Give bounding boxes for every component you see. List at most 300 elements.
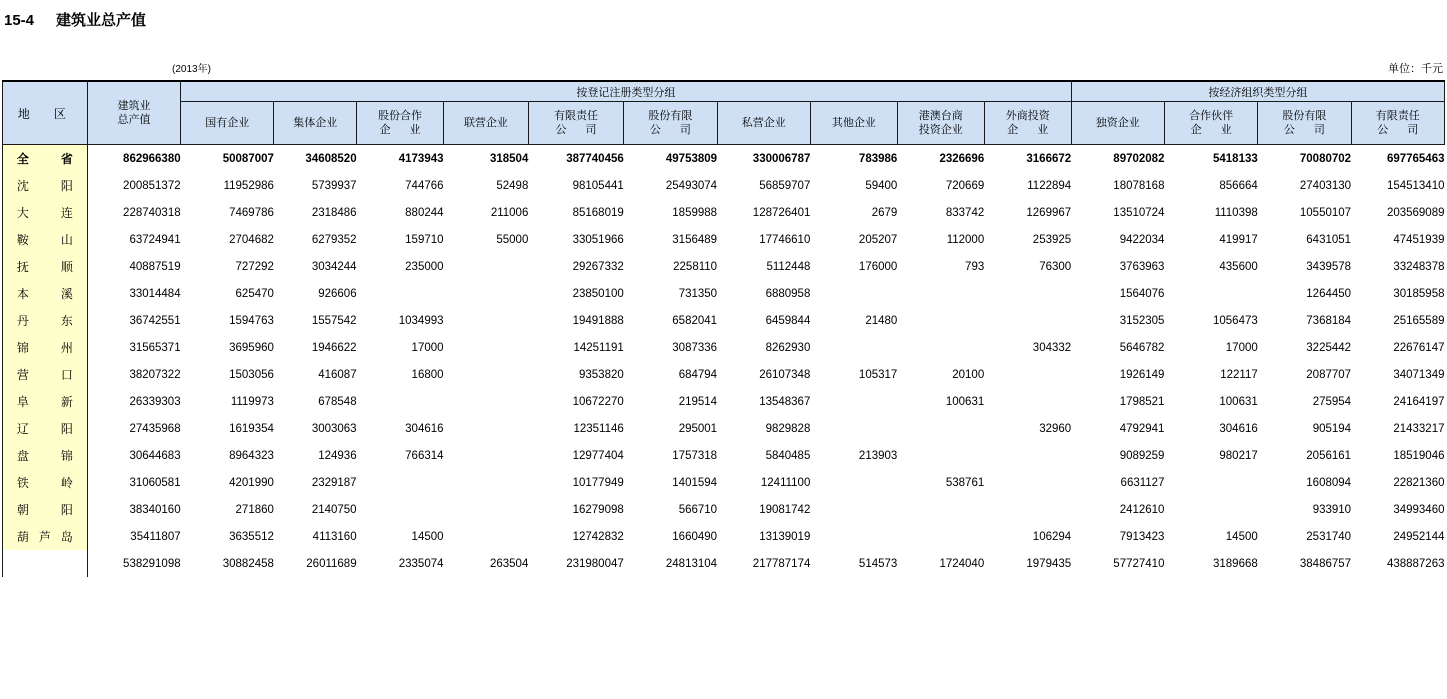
table-cell: 2326696 <box>939 152 985 165</box>
table-cell: 1757318 <box>672 449 718 462</box>
table-cell: 21480 <box>865 314 898 327</box>
table-cell <box>357 496 444 523</box>
table-cell <box>444 253 529 280</box>
table-cell: 566710 <box>678 503 718 516</box>
table-cell: 52498 <box>496 179 529 192</box>
table-cell: 1503056 <box>229 368 274 381</box>
region-name: 辽 阳 <box>16 422 83 436</box>
row-region-label <box>3 334 88 361</box>
table-cell: 40887519 <box>129 260 181 273</box>
table-cell: 2318486 <box>311 206 357 219</box>
table-row <box>3 361 1445 388</box>
region-name: 沈 阳 <box>16 179 83 193</box>
table-cell: 7469786 <box>229 206 274 219</box>
table-cell: 2087707 <box>1306 368 1352 381</box>
region-name: 抚 顺 <box>16 260 83 274</box>
table-cell: 435600 <box>1219 260 1258 273</box>
table-cell: 30644683 <box>129 449 181 462</box>
table-cell: 10550107 <box>1299 206 1352 219</box>
table-cell: 720669 <box>945 179 985 192</box>
table-cell: 3166672 <box>1026 152 1072 165</box>
table-cell: 205207 <box>858 233 898 246</box>
table-cell: 6582041 <box>672 314 718 327</box>
table-cell: 18078168 <box>1113 179 1165 192</box>
table-cell: 697765463 <box>1386 152 1445 165</box>
table-cell <box>897 280 984 307</box>
table-cell <box>1164 280 1257 307</box>
table-row <box>3 307 1445 334</box>
table-cell: 271860 <box>235 503 274 516</box>
row-region-label <box>3 253 88 280</box>
table-cell: 89702082 <box>1113 152 1165 165</box>
table-cell: 1401594 <box>672 476 718 489</box>
table-cell <box>444 388 529 415</box>
table-cell: 6880958 <box>765 287 811 300</box>
table-cell: 11952986 <box>223 179 274 192</box>
table-cell: 304616 <box>405 422 444 435</box>
table-cell: 438887263 <box>1386 557 1445 570</box>
table-cell: 1946622 <box>311 341 357 354</box>
table-cell: 275954 <box>1312 395 1352 408</box>
table-cell: 70080702 <box>1299 152 1352 165</box>
table-cell: 3439578 <box>1306 260 1352 273</box>
table-cell: 1034993 <box>398 314 444 327</box>
table-cell: 33248378 <box>1393 260 1445 273</box>
table-cell: 176000 <box>858 260 898 273</box>
table-cell: 1608094 <box>1306 476 1352 489</box>
table-cell <box>444 334 529 361</box>
table-row <box>3 523 1445 550</box>
table-row <box>3 388 1445 415</box>
table-cell: 13548367 <box>759 395 811 408</box>
region-name: 铁 岭 <box>16 476 83 490</box>
table-cell: 34993460 <box>1393 503 1445 516</box>
table-cell: 10672270 <box>572 395 624 408</box>
table-number: 15-4 <box>4 12 35 29</box>
table-cell: 6279352 <box>311 233 357 246</box>
table-cell: 25493074 <box>665 179 718 192</box>
table-cell: 1269967 <box>1026 206 1072 219</box>
row-region-label <box>3 280 88 307</box>
table-cell: 228740318 <box>123 206 181 219</box>
table-cell: 122117 <box>1220 368 1258 381</box>
table-cell: 231980047 <box>566 557 624 570</box>
header-col-private: 私营企业 <box>717 102 810 145</box>
table-cell: 59400 <box>865 179 898 192</box>
table-cell: 21433217 <box>1393 422 1445 435</box>
table-cell: 213903 <box>858 449 898 462</box>
table-cell: 678548 <box>318 395 357 408</box>
table-cell: 862966380 <box>123 152 181 165</box>
region-name: 盘 锦 <box>16 449 83 463</box>
table-cell: 12411100 <box>760 476 811 489</box>
table-cell: 19081742 <box>759 503 811 516</box>
region-name: 葫芦岛 <box>16 530 83 544</box>
row-region-label <box>3 496 88 523</box>
table-cell <box>444 361 529 388</box>
table-cell <box>444 442 529 469</box>
row-region-label <box>3 523 88 550</box>
statistics-table <box>2 80 1445 577</box>
table-cell: 1110398 <box>1214 206 1258 219</box>
table-cell: 980217 <box>1219 449 1258 462</box>
header-col-other: 其他企业 <box>810 102 897 145</box>
table-cell: 33014484 <box>129 287 181 300</box>
table-cell: 3189668 <box>1212 557 1258 570</box>
table-cell: 27403130 <box>1299 179 1352 192</box>
table-cell: 100631 <box>945 395 985 408</box>
table-cell <box>444 307 529 334</box>
table-cell: 85168019 <box>572 206 624 219</box>
table-cell: 30882458 <box>222 557 274 570</box>
table-cell <box>810 280 897 307</box>
table-cell <box>897 442 984 469</box>
table-cell: 5840485 <box>765 449 811 462</box>
table-cell: 4201990 <box>229 476 274 489</box>
table-cell: 3152305 <box>1119 314 1165 327</box>
table-body <box>3 145 1445 578</box>
table-cell: 200851372 <box>123 179 181 192</box>
table-cell: 766314 <box>405 449 444 462</box>
table-row <box>3 442 1445 469</box>
table-cell: 419917 <box>1219 233 1258 246</box>
header-col-shareholding-coop: 股份合作 企 业 <box>357 102 444 145</box>
region-name: 朝 阳 <box>16 503 83 517</box>
table-cell: 16800 <box>411 368 444 381</box>
table-cell: 7368184 <box>1306 314 1352 327</box>
table-cell: 26107348 <box>759 368 811 381</box>
table-cell <box>444 469 529 496</box>
table-cell: 14500 <box>411 530 444 543</box>
table-cell: 263504 <box>489 557 529 570</box>
table-cell: 38340160 <box>129 503 181 516</box>
table-cell: 34608520 <box>305 152 357 165</box>
table-cell: 106294 <box>1032 530 1072 543</box>
table-cell: 12351146 <box>573 422 624 435</box>
table-cell: 12742832 <box>572 530 624 543</box>
table-cell: 1264450 <box>1306 287 1352 300</box>
table-cell: 128726401 <box>752 206 811 219</box>
table-cell: 905194 <box>1312 422 1352 435</box>
table-cell: 13139019 <box>759 530 811 543</box>
table-cell: 1564076 <box>1119 287 1165 300</box>
table-cell: 13510724 <box>1113 206 1165 219</box>
unit-note: 单位：千元 <box>1388 63 1443 75</box>
table-cell: 33051966 <box>572 233 624 246</box>
table-cell <box>984 469 1071 496</box>
table-cell: 3225442 <box>1306 341 1352 354</box>
table-cell: 318504 <box>489 152 529 165</box>
table-cell: 17000 <box>411 341 444 354</box>
table-cell <box>984 442 1071 469</box>
region-name: 全 省 <box>16 152 83 166</box>
page-title <box>0 0 1447 30</box>
table-cell <box>984 388 1071 415</box>
table-cell: 18519046 <box>1393 449 1445 462</box>
table-cell: 9422034 <box>1119 233 1165 246</box>
table-cell <box>357 280 444 307</box>
table-cell: 12977404 <box>572 449 624 462</box>
table-cell: 17000 <box>1225 341 1258 354</box>
region-name: 营 口 <box>16 368 83 382</box>
table-cell: 203569089 <box>1386 206 1445 219</box>
table-cell: 8964323 <box>229 449 274 462</box>
table-cell: 793 <box>965 260 985 273</box>
header-col-limited-liability: 有限责任 公 司 <box>528 102 623 145</box>
table-cell: 31060581 <box>129 476 181 489</box>
header-col-total: 建筑业 总产值 <box>87 81 180 145</box>
table-cell: 17746610 <box>759 233 811 246</box>
table-cell: 1660490 <box>672 530 718 543</box>
table-cell: 24813104 <box>665 557 718 570</box>
table-cell <box>897 307 984 334</box>
table-cell: 8262930 <box>765 341 811 354</box>
table-cell: 295001 <box>678 422 718 435</box>
header-col-collective: 集体企业 <box>274 102 357 145</box>
table-cell: 514573 <box>858 557 898 570</box>
table-row <box>3 172 1445 199</box>
table-cell <box>984 280 1071 307</box>
table-cell <box>810 388 897 415</box>
table-cell: 35411807 <box>130 530 181 543</box>
table-cell: 1557542 <box>311 314 357 327</box>
table-row <box>3 226 1445 253</box>
table-cell <box>444 496 529 523</box>
table-cell: 6631127 <box>1120 476 1165 489</box>
row-region-label <box>3 361 88 388</box>
table-cell: 55000 <box>496 233 529 246</box>
table-cell: 124936 <box>318 449 357 462</box>
table-cell: 387740456 <box>566 152 624 165</box>
table-cell <box>1164 496 1257 523</box>
table-cell: 1619354 <box>229 422 274 435</box>
table-cell: 10177949 <box>572 476 624 489</box>
table-cell: 1859988 <box>672 206 718 219</box>
table-cell: 2679 <box>871 206 898 219</box>
region-name: 本 溪 <box>16 287 83 301</box>
table-cell: 159710 <box>405 233 444 246</box>
table-cell: 330006787 <box>752 152 811 165</box>
table-cell: 3034244 <box>311 260 357 273</box>
table-cell: 1122894 <box>1027 179 1072 192</box>
table-cell <box>984 361 1071 388</box>
table-cell <box>897 334 984 361</box>
table-cell: 2412610 <box>1119 503 1165 516</box>
table-cell: 235000 <box>405 260 444 273</box>
region-name: 丹 东 <box>16 314 83 328</box>
table-cell: 684794 <box>678 368 718 381</box>
header-column-row <box>3 102 1445 145</box>
table-cell: 47451939 <box>1393 233 1445 246</box>
table-cell: 926606 <box>318 287 357 300</box>
table-cell <box>897 415 984 442</box>
table-cell: 416087 <box>318 368 357 381</box>
table-title: 建筑业总产值 <box>56 12 147 29</box>
table-cell: 16279098 <box>572 503 624 516</box>
table-cell: 38207322 <box>129 368 181 381</box>
header-col-foreign-invested: 外商投资 企 业 <box>984 102 1071 145</box>
table-row <box>3 145 1445 173</box>
table-cell: 9353820 <box>578 368 624 381</box>
table-cell: 2258110 <box>673 260 718 273</box>
table-cell <box>357 388 444 415</box>
table-cell: 5646782 <box>1119 341 1165 354</box>
table-row <box>3 469 1445 496</box>
table-cell: 56859707 <box>759 179 811 192</box>
table-cell: 744766 <box>405 179 444 192</box>
table-cell: 2329187 <box>311 476 357 489</box>
row-region-label <box>3 550 88 577</box>
table-row <box>3 415 1445 442</box>
table-cell: 1979435 <box>1026 557 1072 570</box>
table-row <box>3 550 1445 577</box>
table-cell: 625470 <box>235 287 274 300</box>
year-note: (2013年) <box>172 64 211 75</box>
table-cell: 34071349 <box>1393 368 1445 381</box>
row-region-label <box>3 388 88 415</box>
region-name: 鞍 山 <box>16 233 83 247</box>
region-name: 阜 新 <box>16 395 83 409</box>
table-cell: 19491888 <box>572 314 624 327</box>
table-cell: 5739937 <box>311 179 357 192</box>
table-cell: 731350 <box>678 287 718 300</box>
header-col-state-owned: 国有企业 <box>181 102 274 145</box>
table-cell <box>984 496 1071 523</box>
row-region-label <box>3 415 88 442</box>
table-cell: 50087007 <box>222 152 274 165</box>
table-cell <box>810 334 897 361</box>
table-cell: 211006 <box>490 206 529 219</box>
table-cell <box>444 280 529 307</box>
table-cell: 219514 <box>678 395 718 408</box>
row-region-label <box>3 199 88 226</box>
table-cell: 4113160 <box>312 530 357 543</box>
table-cell: 22821360 <box>1393 476 1445 489</box>
row-region-label <box>3 145 88 173</box>
table-cell: 22676147 <box>1393 341 1445 354</box>
table-cell: 36742551 <box>129 314 181 327</box>
row-region-label <box>3 469 88 496</box>
table-cell: 14251191 <box>573 341 624 354</box>
table-cell: 538761 <box>945 476 985 489</box>
table-cell: 1926149 <box>1119 368 1165 381</box>
table-cell <box>444 523 529 550</box>
table-cell: 1594763 <box>229 314 274 327</box>
table-cell: 1119973 <box>230 395 274 408</box>
table-cell: 933910 <box>1312 503 1352 516</box>
header-col-joint-venture: 联营企业 <box>444 102 529 145</box>
table-cell: 727292 <box>235 260 274 273</box>
table-cell: 856664 <box>1219 179 1258 192</box>
table-cell: 105317 <box>858 368 898 381</box>
table-cell: 9089259 <box>1119 449 1165 462</box>
table-cell: 833742 <box>945 206 985 219</box>
table-cell: 24164197 <box>1393 395 1445 408</box>
table-cell: 23850100 <box>572 287 624 300</box>
table-cell: 3763963 <box>1119 260 1165 273</box>
table-cell: 9829828 <box>765 422 811 435</box>
table-cell: 5112448 <box>766 260 811 273</box>
header-col-hmt-invested: 港澳台商 投资企业 <box>897 102 984 145</box>
region-name: 大 连 <box>16 206 83 220</box>
table-cell: 32960 <box>1039 422 1072 435</box>
table-cell: 4173943 <box>398 152 444 165</box>
table-cell <box>810 496 897 523</box>
header-region: 地 区 <box>3 81 88 145</box>
table-cell: 6431051 <box>1306 233 1352 246</box>
row-region-label <box>3 172 88 199</box>
header-col-cooperative-partner: 合作伙伴 企 业 <box>1164 102 1257 145</box>
table-cell: 2335074 <box>398 557 444 570</box>
table-cell: 63724941 <box>129 233 181 246</box>
table-cell: 2140750 <box>311 503 357 516</box>
table-cell <box>810 523 897 550</box>
table-cell: 20100 <box>952 368 985 381</box>
row-region-label <box>3 226 88 253</box>
table-cell: 38486757 <box>1299 557 1352 570</box>
table-cell: 1798521 <box>1119 395 1165 408</box>
table-cell: 29267332 <box>572 260 624 273</box>
table-cell <box>810 415 897 442</box>
table-cell: 3087336 <box>672 341 718 354</box>
header-group-registration: 按登记注册类型分组 <box>181 81 1072 102</box>
table-cell: 1724040 <box>939 557 985 570</box>
table-cell <box>897 496 984 523</box>
table-row <box>3 280 1445 307</box>
table-cell: 2531740 <box>1306 530 1352 543</box>
table-cell: 3695960 <box>229 341 274 354</box>
header-group-economic: 按经济组织类型分组 <box>1071 81 1444 102</box>
table-cell: 26339303 <box>129 395 181 408</box>
table-cell: 880244 <box>405 206 444 219</box>
table-cell: 253925 <box>1032 233 1072 246</box>
table-cell: 100631 <box>1219 395 1258 408</box>
table-cell <box>810 469 897 496</box>
table-cell: 2056161 <box>1306 449 1352 462</box>
table-cell <box>1164 469 1257 496</box>
table-cell: 304332 <box>1032 341 1072 354</box>
table-cell: 14500 <box>1225 530 1258 543</box>
table-cell: 154513410 <box>1386 179 1445 192</box>
table-cell: 5418133 <box>1212 152 1258 165</box>
table-cell: 24952144 <box>1393 530 1445 543</box>
table-cell: 783986 <box>858 152 898 165</box>
table-cell: 112000 <box>946 233 985 246</box>
header-col-limited-liability-2: 有限责任 公 司 <box>1351 102 1444 145</box>
header-col-joint-stock-2: 股份有限 公 司 <box>1258 102 1351 145</box>
table-cell: 31565371 <box>129 341 181 354</box>
header-col-joint-stock: 股份有限 公 司 <box>624 102 717 145</box>
table-cell: 25165589 <box>1393 314 1445 327</box>
table-cell: 6459844 <box>765 314 811 327</box>
subheader <box>0 60 1447 78</box>
table-row <box>3 334 1445 361</box>
table-cell: 304616 <box>1219 422 1258 435</box>
table-cell: 3003063 <box>311 422 357 435</box>
row-region-label <box>3 442 88 469</box>
table-cell: 3635512 <box>229 530 274 543</box>
table-cell: 7913423 <box>1119 530 1165 543</box>
table-cell: 27435968 <box>129 422 181 435</box>
header-col-sole-proprietor: 独资企业 <box>1071 102 1164 145</box>
table-cell: 57727410 <box>1113 557 1165 570</box>
table-row <box>3 496 1445 523</box>
table-cell <box>444 415 529 442</box>
header-group-row <box>3 81 1445 102</box>
table-cell: 1056473 <box>1212 314 1258 327</box>
row-region-label <box>3 307 88 334</box>
table-cell: 76300 <box>1039 260 1072 273</box>
